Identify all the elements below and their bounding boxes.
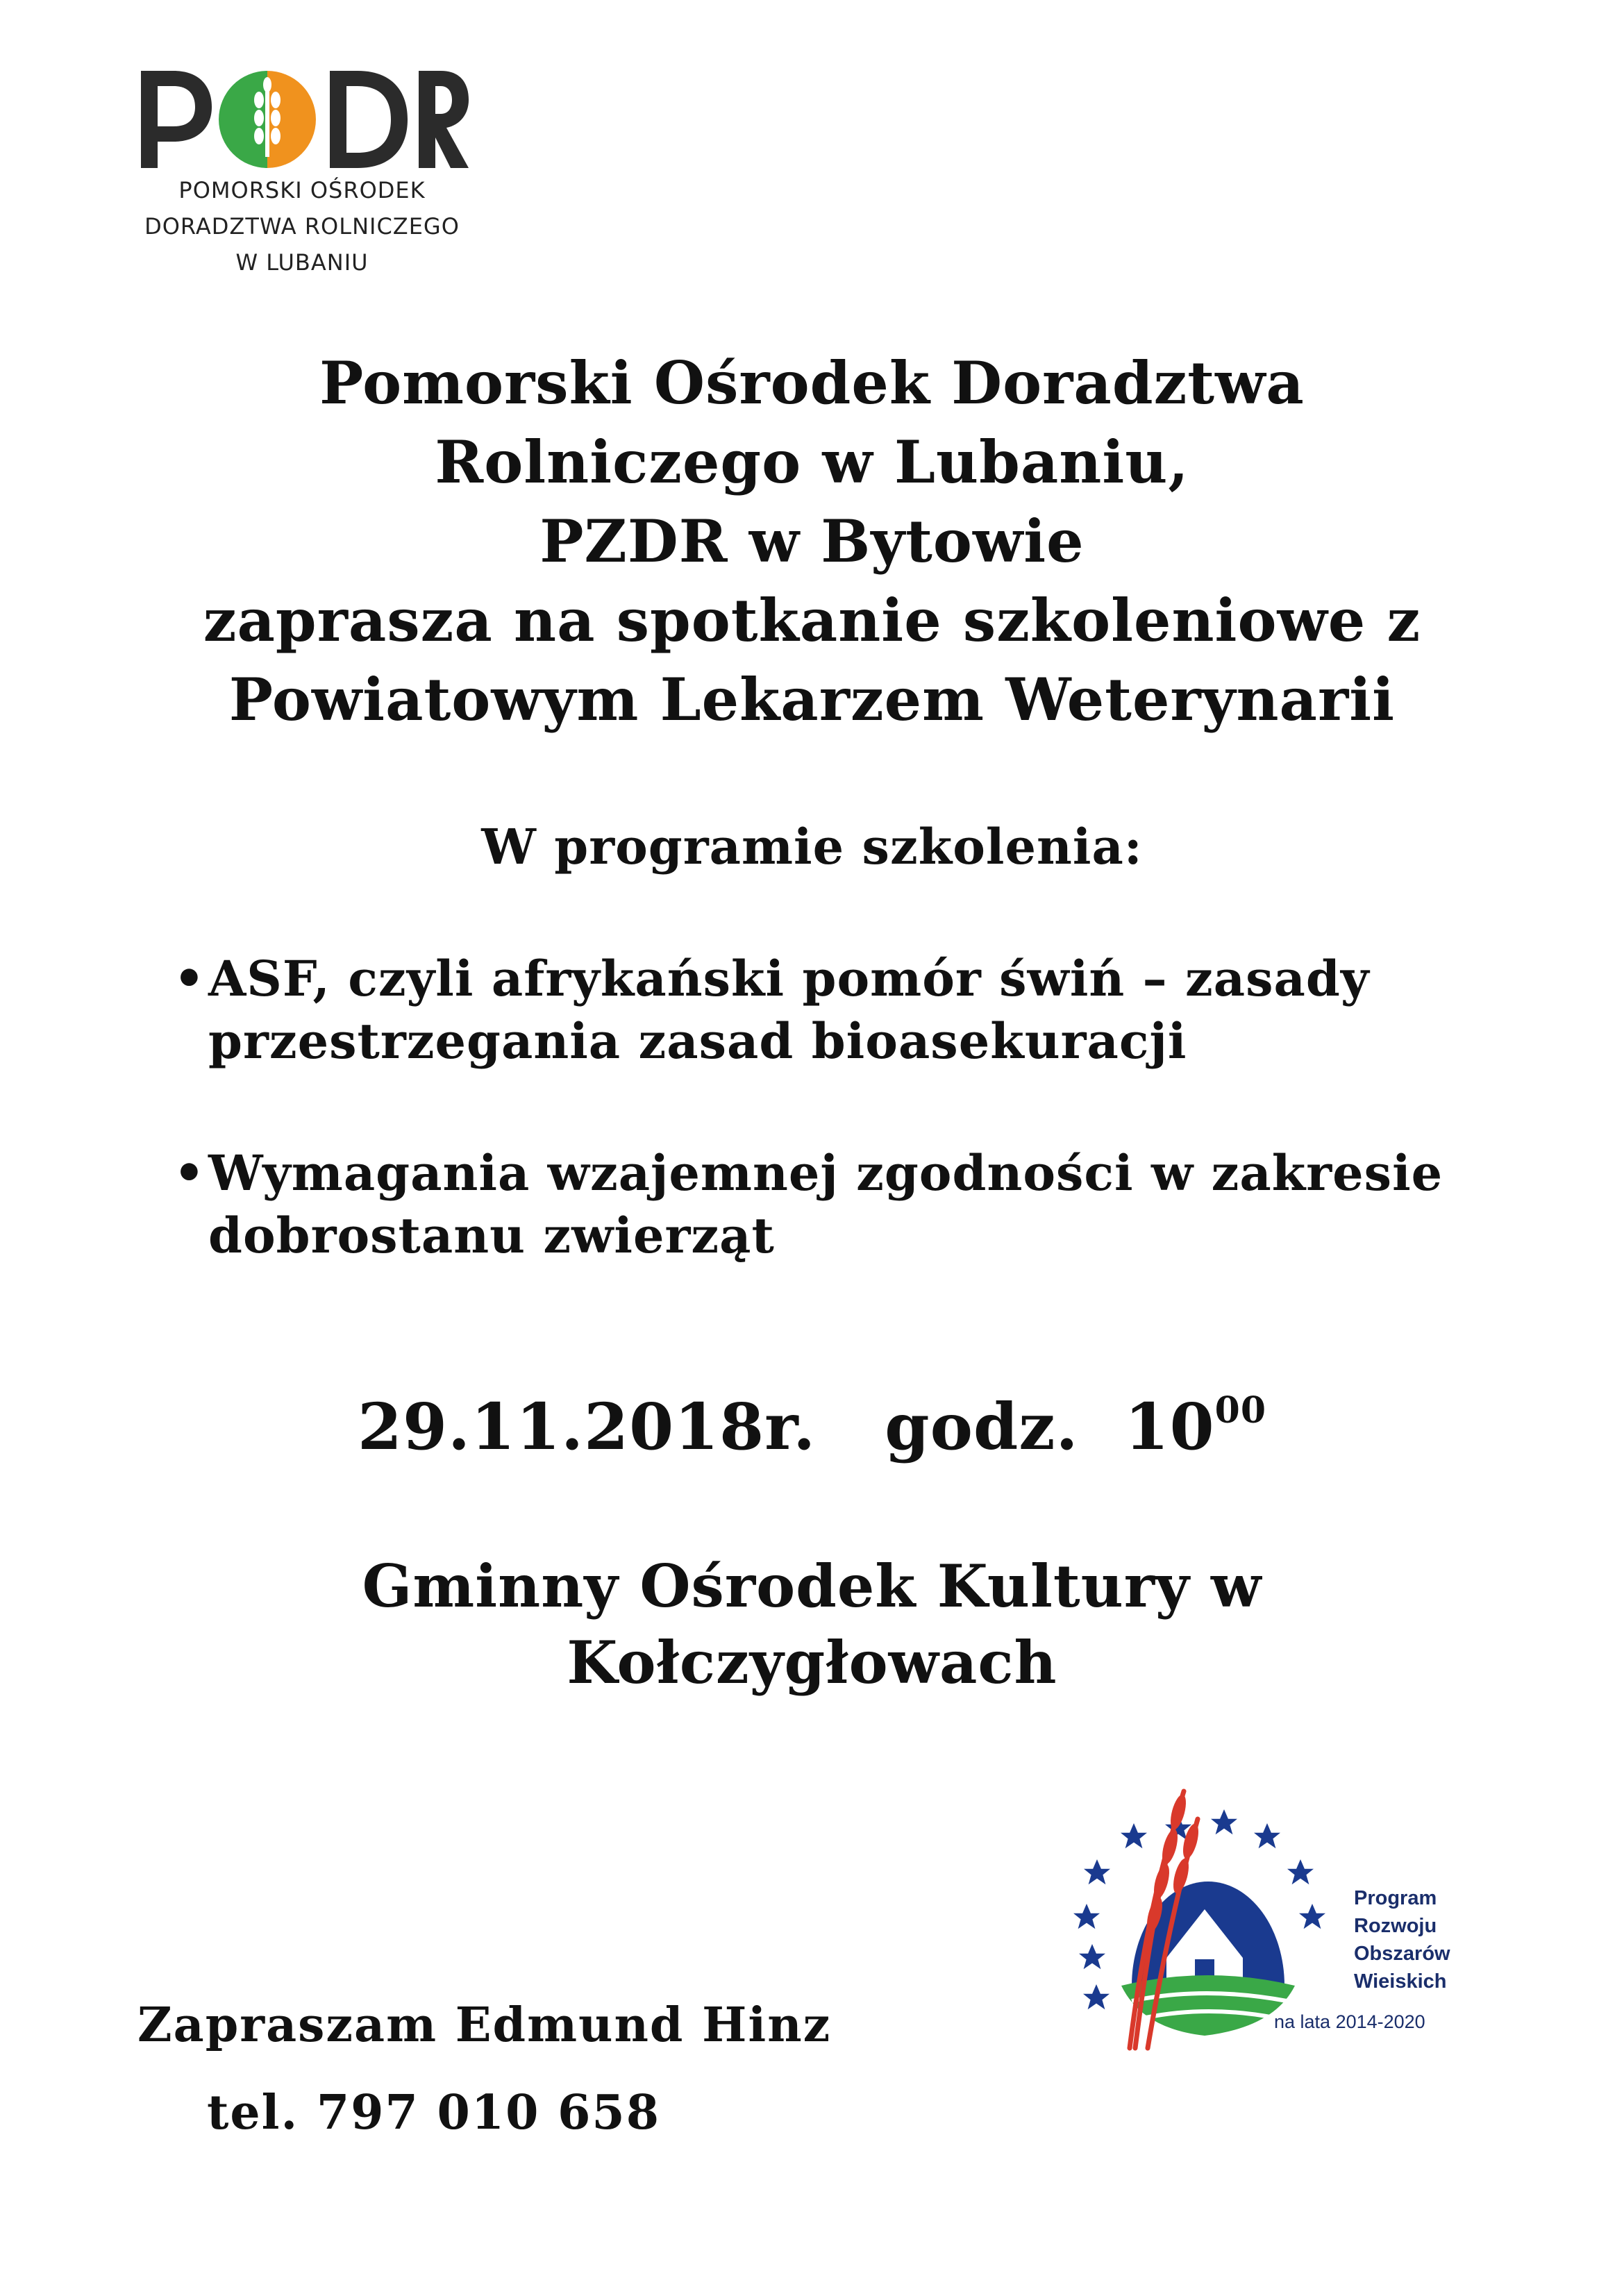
event-date: 29.11.2018r. [357,1389,817,1464]
program-list-item [174,1142,1527,1267]
prow-logo [1066,1777,1455,2055]
headline-line: Pomorski Ośrodek Doradztwa [319,349,1305,417]
podr-subtitle-line-2: DORADZTWA ROLNICZEGO [144,213,460,240]
program-item-text: ASF, czyli afrykański pomór świń – zasady przestrzegania zasad bioasekuracji [208,950,1370,1070]
event-time-hour: 10 [1124,1389,1215,1464]
prow-line-wiejskich: Wieiskich [1354,1970,1447,1993]
podr-wordmark-icon [135,64,469,175]
contact-invite: Zapraszam Edmund Hinz [137,1997,832,2053]
prow-line-rozwoju: Rozwoju [1354,1915,1437,1937]
headline-line: Powiatowym Lekarzem Weterynarii [228,665,1396,734]
headline-line: PZDR w Bytowie [539,507,1085,576]
program-item-text: Wymagania wzajemnej zgodności w zakresie dobrostanu zwierząt [208,1144,1443,1264]
event-time-label: godz. [885,1389,1079,1464]
headline [0,344,1624,739]
venue-line: Gminny Ośrodek Kultury w [362,1552,1262,1620]
headline-line: Rolniczego w Lubaniu, [435,428,1189,496]
program-list-item [174,948,1527,1073]
bullet-dot-icon: • [174,1144,206,1202]
podr-subtitle-line-3: W LUBANIU [235,249,369,276]
headline-line: zaprasza na spotkanie szkoleniowe z [203,586,1421,655]
program-heading: W programie szkolenia: [481,818,1143,875]
prow-line-obszarow: Obszarów [1354,1943,1450,1965]
event-time-minutes: 00 [1214,1389,1267,1432]
bullet-dot-icon: • [174,950,206,1007]
event-venue [0,1548,1624,1701]
podr-subtitle-line-1: POMORSKI OŚRODEK [178,177,426,203]
event-datetime [0,1385,1624,1468]
prow-years: na lata 2014-2020 [1274,2011,1425,2032]
contact-phone: tel. 797 010 658 [207,2085,661,2140]
venue-line: Kołczygłowach [567,1628,1057,1697]
podr-logo [135,64,469,286]
prow-line-program: Program [1354,1887,1437,1909]
